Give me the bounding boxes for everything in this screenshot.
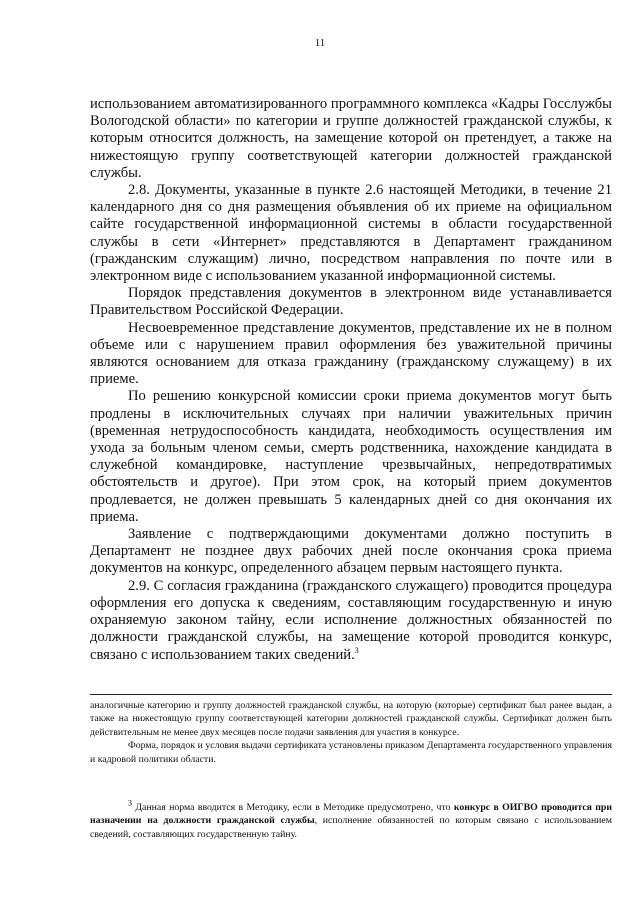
paragraph-2-8: 2.8. Документы, указанные в пункте 2.6 настоящей Методики, в течение 21 календарного дня со дня размещения объявления об их приеме на официальном сайте государственной информационной системы в области государственной службы в сети «Интернет» представляются в Департамент гражданином (гражданским служащим) лично, посредством направления по почте или в электронном виде с использованием указанной информационной системы. — [90, 182, 612, 285]
footnote-3-lead: Данная норма вводится в Методику, если в Методике предусмотрено, что — [132, 802, 454, 813]
paragraph-1: использованием автоматизированного программного комплекса «Кадры Госслужбы Вологодской области» по категории и группе должностей гражданской службы, к которым относится должность, на замещение которой он претендует, а также на нижестоящую группу соответствующей категории должностей гражданской службы. — [90, 96, 612, 181]
footnote-continued — [90, 699, 612, 766]
footnote-3 — [90, 798, 613, 841]
paragraph-late-submission: Несвоевременное представление документов, представление их не в полном объеме или с нарушением правил оформления без уважительной причины являются основанием для отказа гражданину (гражданскому служащему) в их приеме. — [90, 319, 612, 388]
footnote-ref-3: 3 — [354, 645, 359, 655]
main-text — [90, 96, 612, 664]
paragraph-2-9 — [90, 578, 612, 664]
paragraph-2-9-text: 2.9. С согласия гражданина (гражданского служащего) проводится процедура оформления его допуска к сведениям, составляющим государственную и иную охраняемую законом тайну, если исполнение должностных обязанностей по должности гражданской службы, на замещение которой проводится конкурс, связано с использованием таких сведений. — [90, 577, 612, 663]
footnote-continued-2: Форма, порядок и условия выдачи сертификата установлены приказом Департамента государственного управления и кадровой политики области. — [90, 740, 612, 765]
footnote-3-bold: конкурс в ОИГВО проводится при назначении на должности гражданской службы — [90, 802, 613, 827]
paragraph-application: Заявление с подтверждающими документами должно поступить в Департамент не позднее двух рабочих дней после окончания срока приема документов на конкурс, определенного абзацем первым настоящего пункта. — [90, 526, 612, 577]
footnote-separator — [90, 694, 612, 695]
footnote-continued-1: аналогичные категорию и группу должностей гражданской службы, на которую (которые) сертификат был ранее выдан, а также на нижестоящую группу соответствующей категории должностей гражданской службы. Сертификат должен быть действительным не менее двух месяцев после подачи заявления для участия в конкурсе. — [90, 700, 612, 738]
footnote-3-marker: 3 — [128, 798, 132, 808]
page-number: 11 — [314, 37, 326, 49]
paragraph-electronic-order: Порядок представления документов в электронном виде устанавливается Правительством Российской Федерации. — [90, 285, 612, 319]
footnote-3-tail: , исполнение обязанностей по которым связано с использованием сведений, составляющих государственную тайну. — [90, 815, 612, 840]
paragraph-extension: По решению конкурсной комиссии сроки приема документов могут быть продлены в исключительных случаях при наличии уважительных причин (временная нетрудоспособность кандидата, необходимость осуществления им ухода за больным членом семьи, смерть родственника, нахождение кандидата в служебной командировке, наступление чрезвычайных, непредотвратимых обстоятельств и другое). При этом срок, на который прием документов продлевается, не должен превышать 5 календарных дней со дня окончания их приема. — [90, 388, 612, 525]
